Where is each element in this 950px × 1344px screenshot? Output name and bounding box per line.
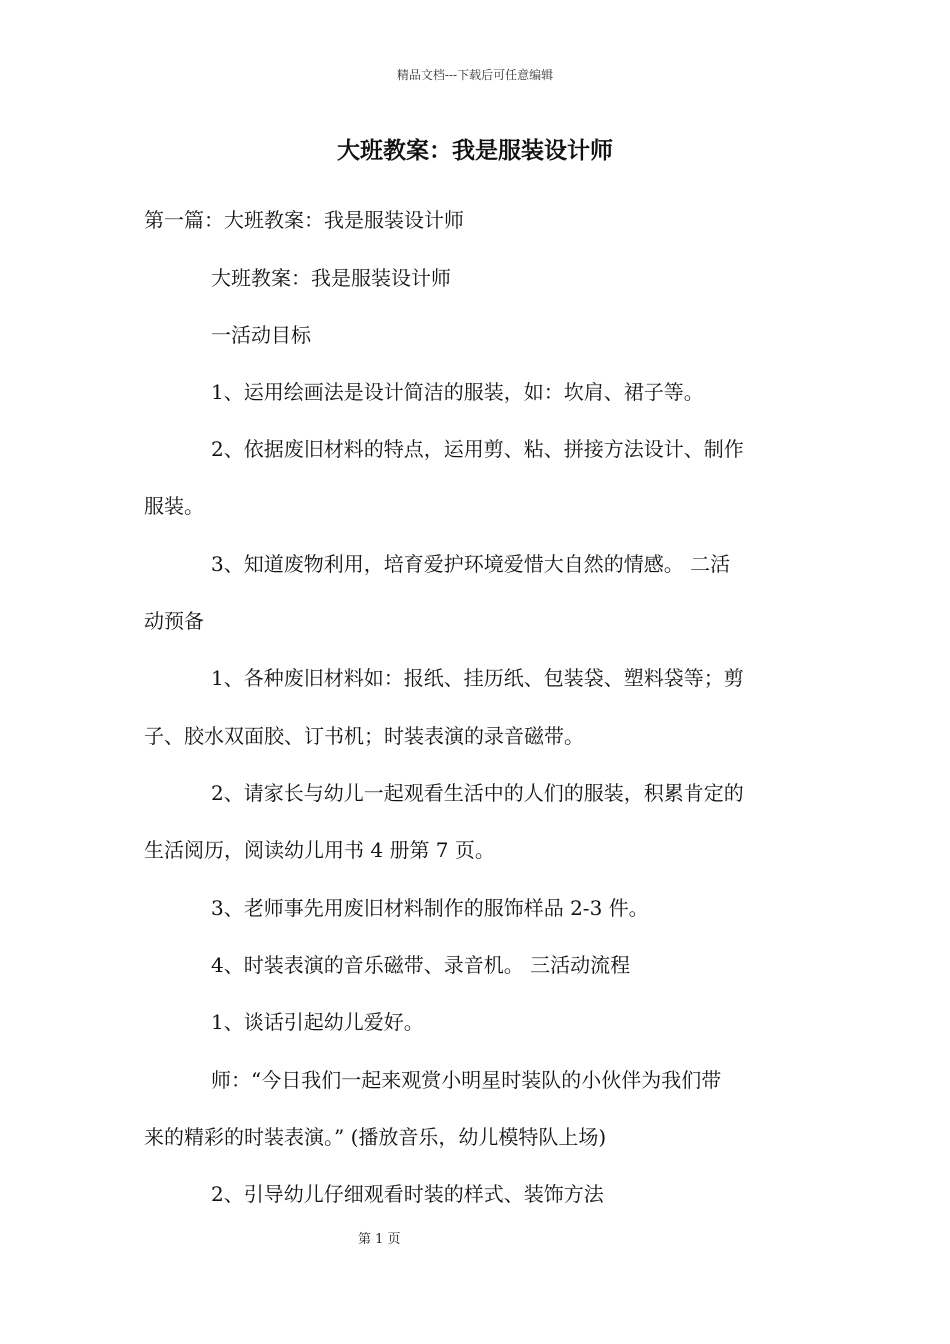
page-number: 第 1 页 [358, 1232, 401, 1247]
subtitle-line: 大班教案：我是服装设计师 [211, 266, 451, 290]
paragraph-line: 来的精彩的时装表演。” (播放音乐，幼儿模特队上场) [144, 1125, 607, 1149]
paragraph-line: 2、请家长与幼儿一起观看生活中的人们的服装，积累肯定的 [211, 781, 744, 805]
heading-goals: 一活动目标 [211, 323, 311, 347]
document-title: 大班教案：我是服装设计师 [337, 137, 613, 164]
paragraph-line: 1、谈话引起幼儿爱好。 [211, 1010, 424, 1034]
paragraph-line: 子、胶水双面胶、订书机；时装表演的录音磁带。 [144, 724, 584, 748]
paragraph-line: 2、引导幼儿仔细观看时装的样式、装饰方法 [211, 1182, 604, 1206]
header-note: 精品文档---下载后可任意编辑 [396, 68, 554, 82]
paragraph-line: 1、各种废旧材料如：报纸、挂历纸、包装袋、塑料袋等；剪 [211, 666, 744, 690]
paragraph-line: 服装。 [144, 494, 204, 518]
paragraph-line: 3、知道废物利用，培育爱护环境爱惜大自然的情感。 二活 [211, 552, 731, 576]
section-heading: 第一篇：大班教案：我是服装设计师 [144, 208, 464, 232]
paragraph-line: 3、老师事先用废旧材料制作的服饰样品 2-3 件。 [211, 896, 649, 920]
paragraph-line: 师：“今日我们一起来观赏小明星时装队的小伙伴为我们带 [211, 1068, 722, 1092]
paragraph-line: 动预备 [144, 609, 204, 633]
paragraph-line: 4、时装表演的音乐磁带、录音机。 三活动流程 [211, 953, 631, 977]
paragraph-line: 1、运用绘画法是设计简洁的服装，如：坎肩、裙子等。 [211, 380, 704, 404]
paragraph-line: 2、依据废旧材料的特点，运用剪、粘、拼接方法设计、制作 [211, 437, 744, 461]
paragraph-line: 生活阅历，阅读幼儿用书 4 册第 7 页。 [144, 838, 495, 862]
